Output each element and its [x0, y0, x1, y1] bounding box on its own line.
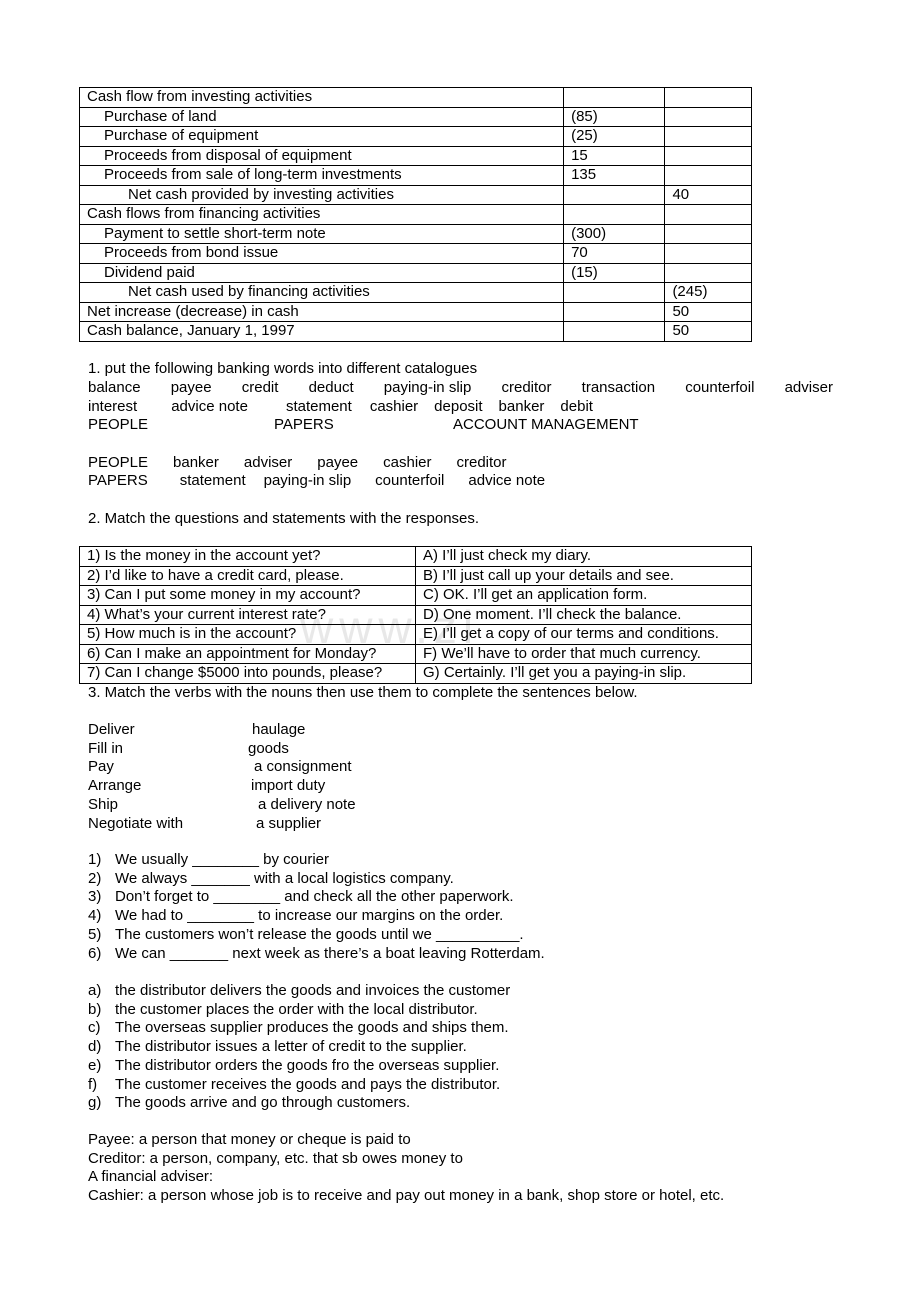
word-bank-row-2 [88, 398, 593, 416]
step-item [88, 1057, 499, 1076]
cash-flow-label: Dividend paid [80, 263, 564, 283]
cash-flow-label: Cash flows from financing activities [80, 205, 564, 225]
definition-item: Payee: a person that money or cheque is paid to [88, 1131, 411, 1148]
people-word: adviser [243, 454, 293, 471]
step-item-number: g) [88, 1094, 102, 1112]
match-question: 4) What’s your current interest rate? [80, 605, 416, 625]
step-item [88, 982, 510, 1001]
match-row [80, 547, 752, 567]
cash-flow-label: Net cash used by financing activities [80, 283, 564, 303]
word-bank-item: interest [88, 398, 138, 415]
cash-flow-label: Payment to settle short-term note [80, 224, 564, 244]
cash-flow-label: Cash flow from investing activities [80, 88, 564, 108]
cash-flow-row [80, 88, 752, 108]
definition-item: Creditor: a person, company, etc. that sb owes money to [88, 1149, 463, 1167]
exercise-1-title: 1. put the following banking words into different catalogues [88, 360, 478, 377]
word-bank-item: balance [88, 379, 141, 396]
cash-flow-total [665, 88, 752, 108]
noun-item: goods [248, 739, 289, 757]
step-item-number: a) [88, 982, 102, 999]
cash-flow-amount: (25) [564, 127, 665, 147]
sentence-item [88, 888, 514, 907]
step-item-text: The distributor issues a letter of credit to the supplier. [115, 1038, 467, 1056]
word-bank-item: banker [498, 398, 545, 415]
step-item-text: The goods arrive and go through customers. [115, 1094, 411, 1112]
word-bank-item: counterfoil [685, 379, 755, 396]
step-item [88, 1076, 500, 1095]
cash-flow-row [80, 244, 752, 264]
watermark: www.zi [300, 601, 480, 653]
cash-flow-label: Purchase of land [80, 107, 564, 127]
match-response: G) Certainly. I’ll get you a paying-in slip. [416, 664, 752, 684]
people-word: cashier [383, 454, 432, 471]
cash-flow-row [80, 224, 752, 244]
cash-flow-amount [564, 205, 665, 225]
papers-word: advice note [468, 472, 546, 489]
cash-flow-total [665, 263, 752, 283]
cash-flow-label: Proceeds from sale of long-term investments [80, 166, 564, 186]
cash-flow-amount: (15) [564, 263, 665, 283]
cash-flow-total: 50 [665, 302, 752, 322]
papers-label: PAPERS [88, 472, 148, 489]
cash-flow-total [665, 205, 752, 225]
sentence-item-text: We usually ________ by courier [115, 851, 330, 868]
definition-item: A financial adviser: [88, 1168, 214, 1186]
match-table [79, 546, 752, 684]
cash-flow-amount [564, 88, 665, 108]
match-response: A) I’ll just check my diary. [416, 547, 752, 567]
papers-word: counterfoil [375, 472, 445, 489]
cash-flow-row [80, 107, 752, 127]
cash-flow-amount [564, 302, 665, 322]
cash-flow-body [80, 88, 752, 342]
match-row [80, 586, 752, 606]
match-row [80, 644, 752, 664]
word-bank-item: statement [285, 398, 352, 415]
cash-flow-amount: 15 [564, 146, 665, 166]
cash-flow-label: Proceeds from bond issue [80, 244, 564, 264]
cash-flow-row [80, 185, 752, 205]
cash-flow-row [80, 146, 752, 166]
match-table-body [80, 547, 752, 684]
match-question: 3) Can I put some money in my account? [80, 586, 416, 606]
match-question: 2) I’d like to have a credit card, please. [80, 566, 416, 586]
cash-flow-amount [564, 283, 665, 303]
sentence-item-text: We had to ________ to increase our margins on the order. [115, 907, 504, 925]
cash-flow-label: Cash balance, January 1, 1997 [80, 322, 564, 342]
cash-flow-amount: (300) [564, 224, 665, 244]
step-item [88, 1001, 478, 1020]
cash-flow-amount: (85) [564, 107, 665, 127]
word-bank-item: advice note [171, 398, 248, 415]
cash-flow-total [665, 146, 752, 166]
noun-item: import duty [251, 777, 326, 795]
word-bank-item: deduct [308, 379, 354, 396]
papers-answer-row [88, 472, 545, 490]
cash-flow-label: Net increase (decrease) in cash [80, 302, 564, 322]
people-word: payee [317, 454, 359, 471]
cash-flow-label: Purchase of equipment [80, 127, 564, 147]
cash-flow-total [665, 166, 752, 186]
match-response: F) We’ll have to order that much currency. [416, 644, 752, 664]
cash-flow-total: (245) [665, 283, 752, 303]
verb-item: Ship [88, 795, 119, 813]
word-bank-item: paying-in slip [383, 379, 472, 396]
people-label: PEOPLE [88, 454, 149, 471]
verb-item: Pay [88, 758, 114, 776]
step-item [88, 1019, 509, 1038]
step-item-text: the distributor delivers the goods and invoices the customer [115, 982, 511, 999]
match-response: B) I’ll just call up your details and see. [416, 566, 752, 586]
category-papers: PAPERS [274, 416, 334, 433]
word-bank-item: creditor [501, 379, 552, 396]
sentence-item [88, 945, 545, 964]
sentence-item-text: Don’t forget to ________ and check all the other paperwork. [115, 888, 514, 906]
sentence-item-number: 1) [88, 851, 102, 868]
sentence-item [88, 926, 524, 945]
category-account-management: ACCOUNT MANAGEMENT [453, 416, 639, 433]
noun-item: a delivery note [258, 795, 356, 813]
match-question: 6) Can I make an appointment for Monday? [80, 644, 416, 664]
step-item-text: The overseas supplier produces the goods and ships them. [115, 1019, 509, 1037]
exercise-2-title: 2. Match the questions and statements with the responses. [88, 510, 480, 527]
noun-item: a consignment [254, 758, 352, 776]
people-word: creditor [456, 454, 507, 471]
step-item [88, 1094, 410, 1113]
step-item-number: c) [88, 1019, 101, 1037]
exercise-3-title: 3. Match the verbs with the nouns then use them to complete the sentences below. [88, 684, 638, 701]
papers-word: paying-in slip [263, 472, 352, 489]
cash-flow-amount: 135 [564, 166, 665, 186]
word-bank-item: deposit [434, 398, 483, 415]
step-item [88, 1038, 467, 1057]
word-bank-item: cashier [369, 398, 419, 415]
step-item-number: d) [88, 1038, 102, 1056]
match-question: 1) Is the money in the account yet? [80, 547, 416, 567]
match-row [80, 605, 752, 625]
word-bank-item: transaction [581, 379, 656, 396]
cash-flow-row [80, 283, 752, 303]
cash-flow-row [80, 263, 752, 283]
sentence-item-number: 3) [88, 888, 102, 906]
sentence-item-number: 4) [88, 907, 102, 925]
people-word: banker [173, 454, 219, 471]
step-item-number: e) [88, 1056, 102, 1074]
step-item-text: the customer places the order with the local distributor. [115, 1000, 478, 1018]
match-question: 5) How much is in the account? [80, 625, 416, 645]
word-bank-item: adviser [784, 379, 833, 396]
word-bank-item: debit [560, 398, 593, 415]
cash-flow-total [665, 224, 752, 244]
cash-flow-row [80, 166, 752, 186]
sentence-item-text: The customers won’t release the goods until we __________. [115, 925, 524, 943]
sentence-item [88, 870, 454, 889]
cash-flow-total [665, 127, 752, 147]
match-response: D) One moment. I’ll check the balance. [416, 605, 752, 625]
verb-item: Deliver [88, 721, 135, 738]
match-row [80, 566, 752, 586]
noun-item: a supplier [256, 814, 322, 832]
cash-flow-row [80, 127, 752, 147]
papers-word: statement [179, 472, 246, 489]
people-answer-row [88, 454, 532, 472]
cash-flow-label: Proceeds from disposal of equipment [80, 146, 564, 166]
step-item-text: The customer receives the goods and pays the distributor. [115, 1075, 501, 1093]
cash-flow-total: 50 [665, 322, 752, 342]
cash-flow-label: Net cash provided by investing activities [80, 185, 564, 205]
sentence-item-number: 5) [88, 925, 102, 943]
verb-item: Arrange [88, 777, 142, 795]
cash-flow-amount [564, 185, 665, 205]
cash-flow-row [80, 322, 752, 342]
sentence-item-text: We can _______ next week as there’s a boat leaving Rotterdam. [115, 944, 545, 962]
cash-flow-table [79, 87, 752, 342]
noun-item: haulage [252, 721, 306, 738]
word-bank-row-1 [88, 379, 833, 397]
category-people: PEOPLE [88, 416, 149, 433]
verb-item: Negotiate with [88, 814, 184, 832]
cash-flow-total: 40 [665, 185, 752, 205]
cash-flow-amount [564, 322, 665, 342]
cash-flow-row [80, 205, 752, 225]
step-item-text: The distributor orders the goods fro the overseas supplier. [115, 1056, 500, 1074]
match-response: C) OK. I’ll get an application form. [416, 586, 752, 606]
cash-flow-total [665, 107, 752, 127]
word-bank-item: payee [170, 379, 212, 396]
match-row [80, 664, 752, 684]
cash-flow-total [665, 244, 752, 264]
sentence-item [88, 851, 329, 870]
step-item-number: b) [88, 1000, 102, 1018]
word-bank-item: credit [241, 379, 279, 396]
definition-item: Cashier: a person whose job is to receive and pay out money in a bank, shop store or hotel, etc. [88, 1187, 725, 1205]
cash-flow-row [80, 302, 752, 322]
match-row [80, 625, 752, 645]
sentence-item-text: We always _______ with a local logistics company. [115, 869, 454, 887]
verb-item: Fill in [88, 739, 124, 757]
sentence-item [88, 907, 503, 926]
sentence-item-number: 6) [88, 944, 102, 962]
cash-flow-amount: 70 [564, 244, 665, 264]
sentence-item-number: 2) [88, 869, 102, 887]
step-item-number: f) [88, 1075, 98, 1093]
match-question: 7) Can I change $5000 into pounds, please? [80, 664, 416, 684]
match-response: E) I’ll get a copy of our terms and conditions. [416, 625, 752, 645]
